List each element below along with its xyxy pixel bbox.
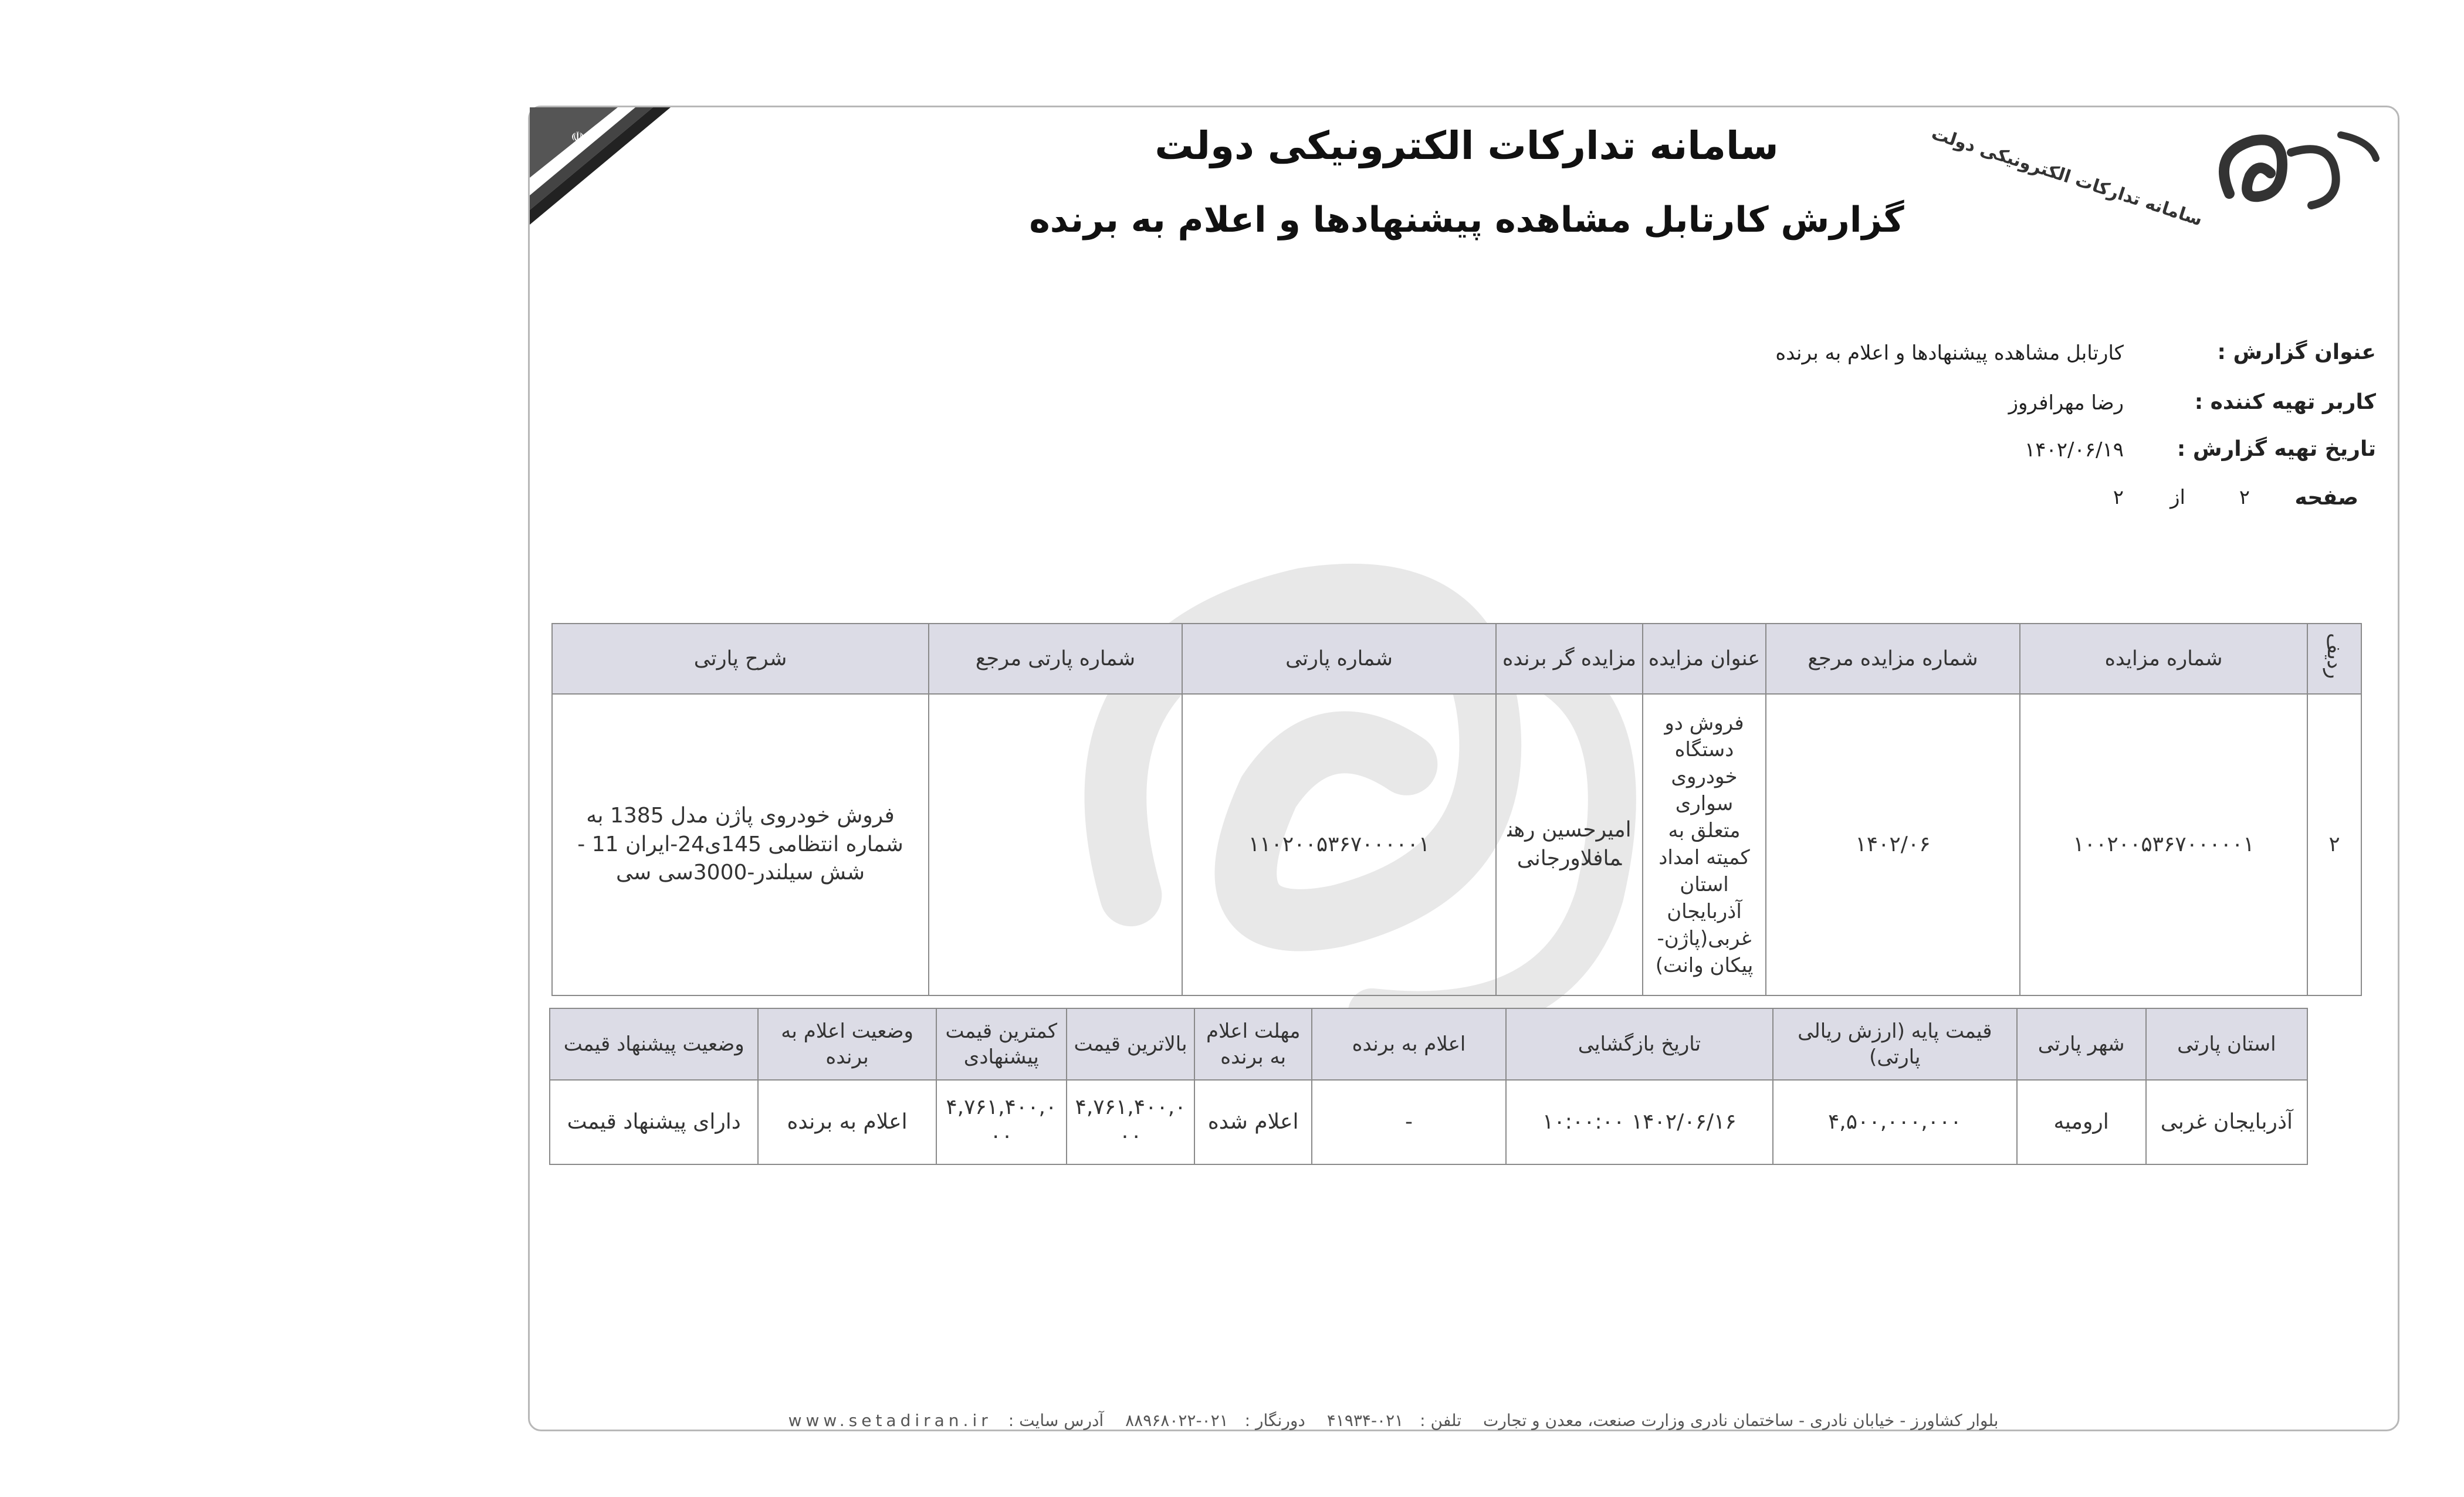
cell-winner: امیرحسین رهنمافلاورجانی <box>1496 694 1643 995</box>
header-ref-auction-number: شماره مزایده مرجع <box>1766 624 2020 694</box>
cell-lot-number: ۱۱۰۲۰۰۵۳۶۷۰۰۰۰۰۱ <box>1182 694 1496 995</box>
user-value: رضا مهرافروز <box>2008 391 2124 415</box>
header-base-price: قیمت پایه (ارزش ریالی پارتی) <box>1773 1008 2016 1080</box>
report-title-label: عنوان گزارش : <box>2217 340 2376 364</box>
user-label: کاربر تهیه کننده : <box>2194 390 2376 414</box>
report-subtitle: گزارش کارتابل مشاهده پیشنهادها و اعلام به برنده <box>1029 199 1904 241</box>
footer-fax-label: دورنگار : <box>1244 1411 1305 1430</box>
pricing-table-header-row <box>550 1008 2307 1080</box>
setad-logo <box>1928 117 2394 305</box>
cell-deadline: اعلام شده <box>1194 1080 1312 1164</box>
page-label: صفحه <box>2294 486 2358 510</box>
report-title-value: کارتابل مشاهده پیشنهادها و اعلام به برنده <box>1775 341 2124 365</box>
svg-text:سامانه تدارکات الکترونیکی دولت: سامانه تدارکات الکترونیکی دولت <box>1928 123 2205 231</box>
header-highest-price: بالاترین قیمت <box>1067 1008 1194 1080</box>
iran-flag-ribbon <box>530 107 764 236</box>
header-auction-number: شماره مزایده <box>2020 624 2307 694</box>
svg-text:☫: ☫ <box>571 129 585 147</box>
cell-opening-date: ۱۴۰۲/۰۶/۱۶ ۱۰:۰۰:۰۰ <box>1506 1080 1773 1164</box>
cell-base-price: ۴,۵۰۰,۰۰۰,۰۰۰ <box>1773 1080 2016 1164</box>
cell-offer-status: دارای پیشنهاد قیمت <box>550 1080 758 1164</box>
header-winner: مزایده گر برنده <box>1496 624 1643 694</box>
cell-highest-price: ۴,۷۶۱,۴۰۰,۰۰۰ <box>1067 1080 1194 1164</box>
cell-announce-status: اعلام به برنده <box>758 1080 936 1164</box>
cell-ref-auction-number: ۱۴۰۲/۰۶ <box>1766 694 2020 995</box>
footer-phone-label: تلفن : <box>1420 1411 1462 1430</box>
footer-fax: ۰۲۱-۸۸۹۶۸۰۲۲ <box>1125 1411 1228 1430</box>
footer-phone: ۰۲۱-۴۱۹۳۴ <box>1326 1411 1404 1430</box>
cell-lowest-price: ۴,۷۶۱,۴۰۰,۰۰۰ <box>936 1080 1067 1164</box>
header-offer-status: وضعیت پیشنهاد قیمت <box>550 1008 758 1080</box>
page-current: ۲ <box>2239 486 2250 509</box>
header-deadline: مهلت اعلام به برنده <box>1194 1008 1312 1080</box>
date-label: تاریخ تهیه گزارش : <box>2177 437 2376 461</box>
header-announce-status: وضعیت اعلام به برنده <box>758 1008 936 1080</box>
cell-lot-description: فروش خودروی پاژن مدل 1385 به شماره انتظامی 145ی24-ایران 11 - شش سیلندر-3000سی سی <box>552 694 929 995</box>
header-auction-title: عنوان مزایده <box>1643 624 1766 694</box>
table-row <box>552 694 2361 995</box>
cell-row-number: ۲ <box>2307 694 2361 995</box>
page-total: ۲ <box>2113 486 2124 509</box>
cell-ref-lot-number <box>929 694 1182 995</box>
header-row-number: ردیف <box>2307 624 2361 694</box>
footer-site-link[interactable]: www.setadiran.ir <box>788 1411 992 1430</box>
header-lot-description: شرح پارتی <box>552 624 929 694</box>
footer-address: بلوار کشاورز - خیابان نادری - ساختمان نادری وزارت صنعت، معدن و تجارت <box>1483 1411 1999 1430</box>
header-announce: اعلام به برنده <box>1312 1008 1505 1080</box>
header-province: استان پارتی <box>2146 1008 2307 1080</box>
header-opening-date: تاریخ بازگشایی <box>1506 1008 1773 1080</box>
page-of: از <box>2170 486 2185 509</box>
cell-province: آذربایجان غربی <box>2146 1080 2307 1164</box>
header-lot-number: شماره پارتی <box>1182 624 1496 694</box>
lot-table <box>551 623 2362 996</box>
date-value: ۱۴۰۲/۰۶/۱۹ <box>2024 438 2124 462</box>
header-ref-lot-number: شماره پارتی مرجع <box>929 624 1182 694</box>
page-footer <box>645 1411 2141 1430</box>
header-lowest-price: کمترین قیمت پیشنهادی <box>936 1008 1067 1080</box>
footer-site-label: آدرس سایت : <box>1008 1411 1104 1430</box>
header-city: شهر پارتی <box>2017 1008 2146 1080</box>
table-row <box>550 1080 2307 1164</box>
system-title: سامانه تدارکات الکترونیکی دولت <box>1155 123 1779 168</box>
cell-auction-title: فروش دو دستگاه خودروی سواری متعلق به کمیته امداد استان آذربایجان غربی(پاژن-پیکان وانت) <box>1643 694 1766 995</box>
pricing-table <box>549 1008 2308 1165</box>
cell-city: ارومیه <box>2017 1080 2146 1164</box>
cell-announce: - <box>1312 1080 1505 1164</box>
cell-auction-number: ۱۰۰۲۰۰۵۳۶۷۰۰۰۰۰۱ <box>2020 694 2307 995</box>
lot-table-header-row <box>552 624 2361 694</box>
